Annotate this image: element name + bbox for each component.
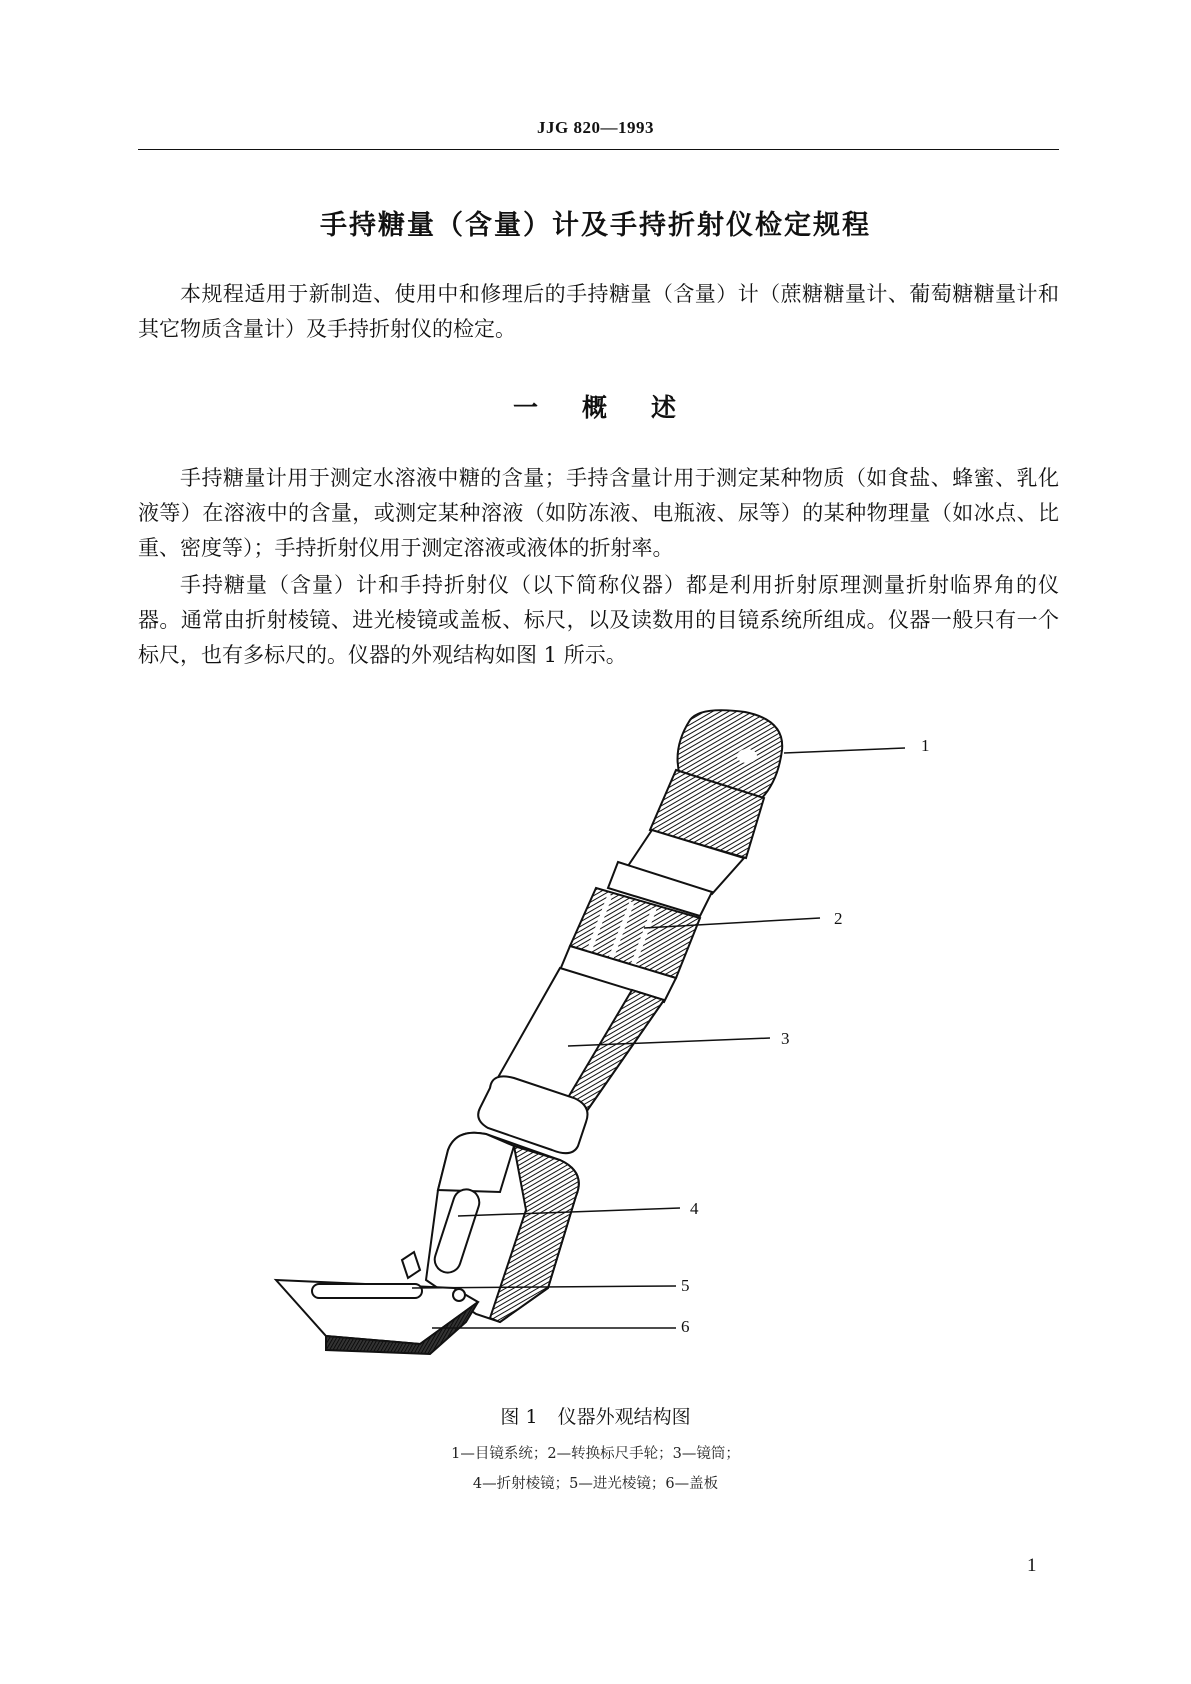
- eyepiece-knurled-ring: [650, 770, 764, 858]
- figure-legend-line-1: 1—目镜系统；2—转换标尺手轮；3—镜筒；: [451, 1446, 740, 1462]
- eyepiece-neck: [628, 830, 744, 894]
- header-divider: [138, 149, 1059, 150]
- section-heading: [0, 388, 1191, 424]
- callout-6: 6: [681, 1317, 690, 1336]
- knob-base: [560, 946, 676, 1002]
- figure-legend-line-2: 4—折射棱镜；5—进光棱镜；6—盖板: [472, 1476, 719, 1492]
- standard-code: JJG 820—1993: [537, 118, 654, 137]
- prism-window: [431, 1186, 482, 1276]
- leader-lines: [412, 748, 905, 1328]
- callout-4: 4: [690, 1199, 699, 1218]
- callout-1: 1: [921, 736, 930, 755]
- scale-switch-knob: [570, 888, 700, 978]
- prism-housing: [426, 1133, 579, 1322]
- entry-prism-slot: [312, 1284, 422, 1298]
- barrel-lower-ring: [478, 1076, 587, 1153]
- barrel: [492, 968, 664, 1118]
- figure-caption-title: 仪器外观结构图: [557, 1406, 691, 1428]
- overview-paragraph-1: 手持糖量计用于测定水溶液中糖的含量；手持含量计用于测定某种物质（如食盐、蜂蜜、乳化液等）在溶液中的含量，或测定某种溶液（如防冻液、电瓶液、尿等）的某种物理量（如冰点、比重、密度等）；手持折射仪用于测定溶液或液体的折射率。: [138, 466, 1059, 560]
- collar: [608, 862, 712, 916]
- instrument-body: [276, 710, 782, 1354]
- figure-caption-label: 图 1: [500, 1406, 538, 1428]
- cover-plate: [276, 1252, 478, 1354]
- section-number: 一: [512, 393, 540, 422]
- scope-paragraph: 本规程适用于新制造、使用中和修理后的手持糖量（含量）计（蔗糖糖量计、葡萄糖糖量计和其它物质含量计）及手持折射仪的检定。: [138, 282, 1059, 341]
- document-title: 手持糖量（含量）计及手持折射仪检定规程: [320, 210, 871, 241]
- callout-5: 5: [681, 1276, 690, 1295]
- callout-2: 2: [834, 909, 843, 928]
- overview-paragraph-2: 手持糖量（含量）计和手持折射仪（以下简称仪器）都是利用折射原理测量折射临界角的仪器。通常由折射棱镜、进光棱镜或盖板、标尺，以及读数用的目镜系统所组成。仪器一般只有一个标尺，也有多标尺的。仪器的外观结构如图 1 所示。: [138, 573, 1059, 667]
- eyepiece-cap: [678, 710, 783, 800]
- figure-caption: [0, 1402, 1191, 1429]
- callout-3: 3: [781, 1029, 790, 1048]
- page-number: 1: [1027, 1555, 1037, 1576]
- section-heading-char-1: 概: [581, 393, 609, 422]
- section-heading-char-2: 述: [651, 393, 679, 422]
